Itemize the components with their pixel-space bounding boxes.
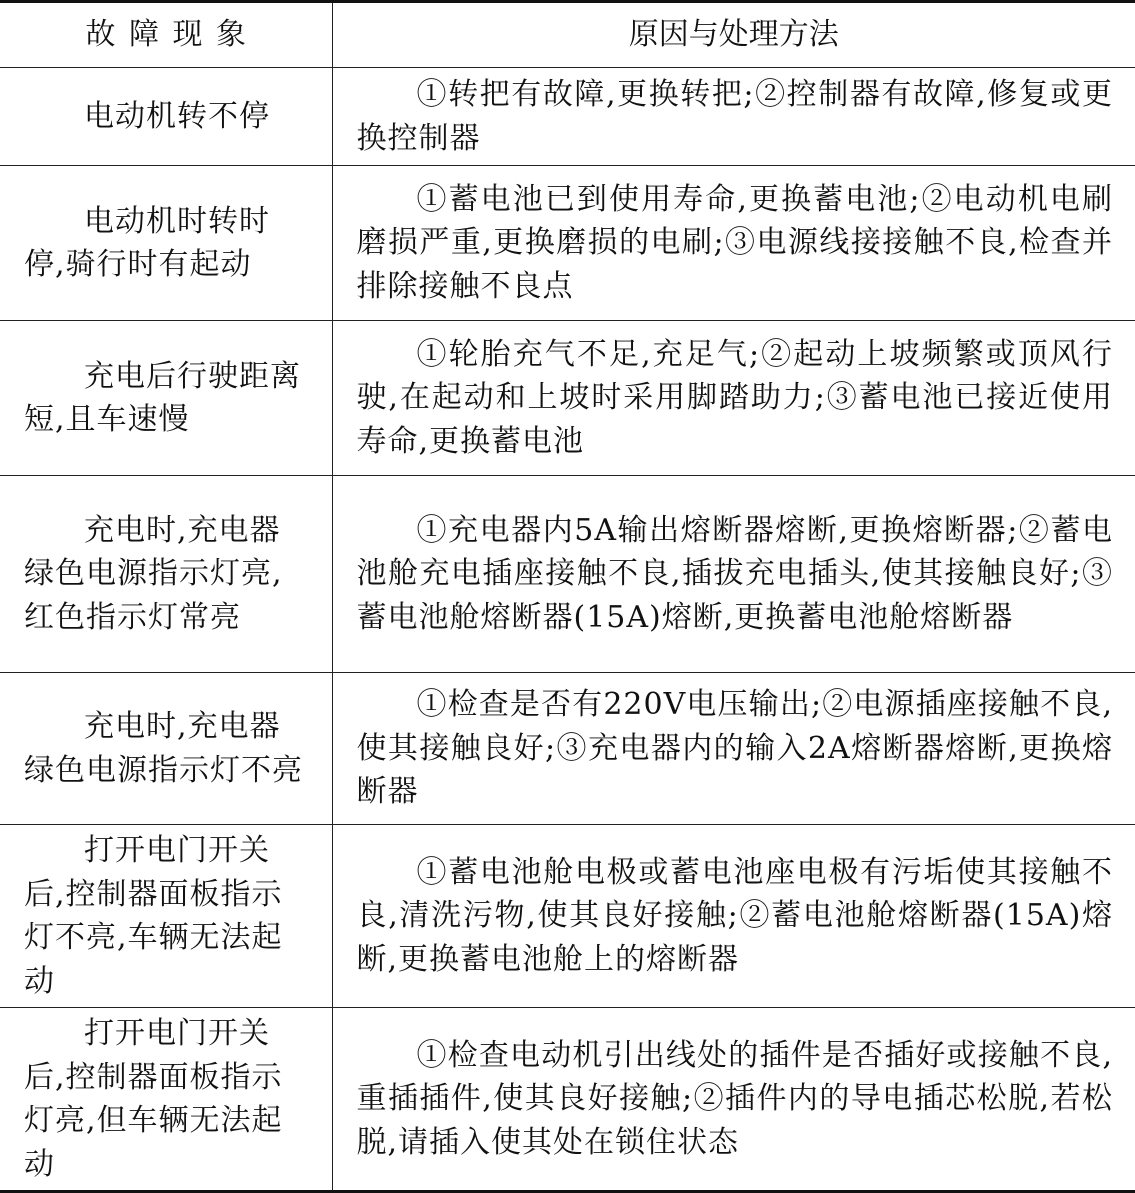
solution-cell: ①充电器内5A输出熔断器熔断,更换熔断器;②蓄电池舱充电插座接触不良,插拔充电插头,使其接触良好;③蓄电池舱熔断器(15A)熔断,更换蓄电池舱熔断器 xyxy=(332,476,1135,673)
symptom-cell: 充电后行驶距离短,且车速慢 xyxy=(0,321,332,476)
table-row xyxy=(0,476,1135,673)
symptom-cell: 打开电门开关后,控制器面板指示灯亮,但车辆无法起动 xyxy=(0,1008,332,1192)
solution-cell: ①蓄电池已到使用寿命,更换蓄电池;②电动机电刷磨损严重,更换磨损的电刷;③电源线接接触不良,检查并排除接触不良点 xyxy=(332,166,1135,321)
symptom-cell: 电动机时转时停,骑行时有起动 xyxy=(0,166,332,321)
solution-cell: ①检查是否有220V电压输出;②电源插座接触不良,使其接触良好;③充电器内的输入2A熔断器熔断,更换熔断器 xyxy=(332,673,1135,825)
solution-cell: ①蓄电池舱电极或蓄电池座电极有污垢使其接触不良,清洗污物,使其良好接触;②蓄电池舱熔断器(15A)熔断,更换蓄电池舱上的熔断器 xyxy=(332,825,1135,1008)
solution-cell: ①检查电动机引出线处的插件是否插好或接触不良,重插插件,使其良好接触;②插件内的导电插芯松脱,若松脱,请插入使其处在锁住状态 xyxy=(356,1037,1113,1160)
symptom-cell: 充电时,充电器绿色电源指示灯亮,红色指示灯常亮 xyxy=(0,476,332,673)
table-row xyxy=(0,1008,1135,1192)
table-row xyxy=(0,673,1135,825)
symptom-cell: 打开电门开关后,控制器面板指示灯不亮,车辆无法起动 xyxy=(0,825,332,1008)
symptom-cell: 充电时,充电器绿色电源指示灯不亮 xyxy=(0,673,332,825)
header-solution: 原因与处理方法 xyxy=(332,2,1135,68)
table-row xyxy=(0,321,1135,476)
table-row xyxy=(0,825,1135,1008)
table-row xyxy=(0,68,1135,166)
solution-cell: ①转把有故障,更换转把;②控制器有故障,修复或更换控制器 xyxy=(332,68,1135,166)
header-row xyxy=(0,2,1135,68)
solution-cell: ①轮胎充气不足,充足气;②起动上坡频繁或顶风行驶,在起动和上坡时采用脚踏助力;③蓄电池已接近使用寿命,更换蓄电池 xyxy=(332,321,1135,476)
symptom-cell: 电动机转不停 xyxy=(0,68,332,166)
table-header xyxy=(0,2,1135,68)
table-row xyxy=(0,166,1135,321)
table-body xyxy=(0,68,1135,1192)
header-symptom: 故障现象 xyxy=(0,2,332,68)
